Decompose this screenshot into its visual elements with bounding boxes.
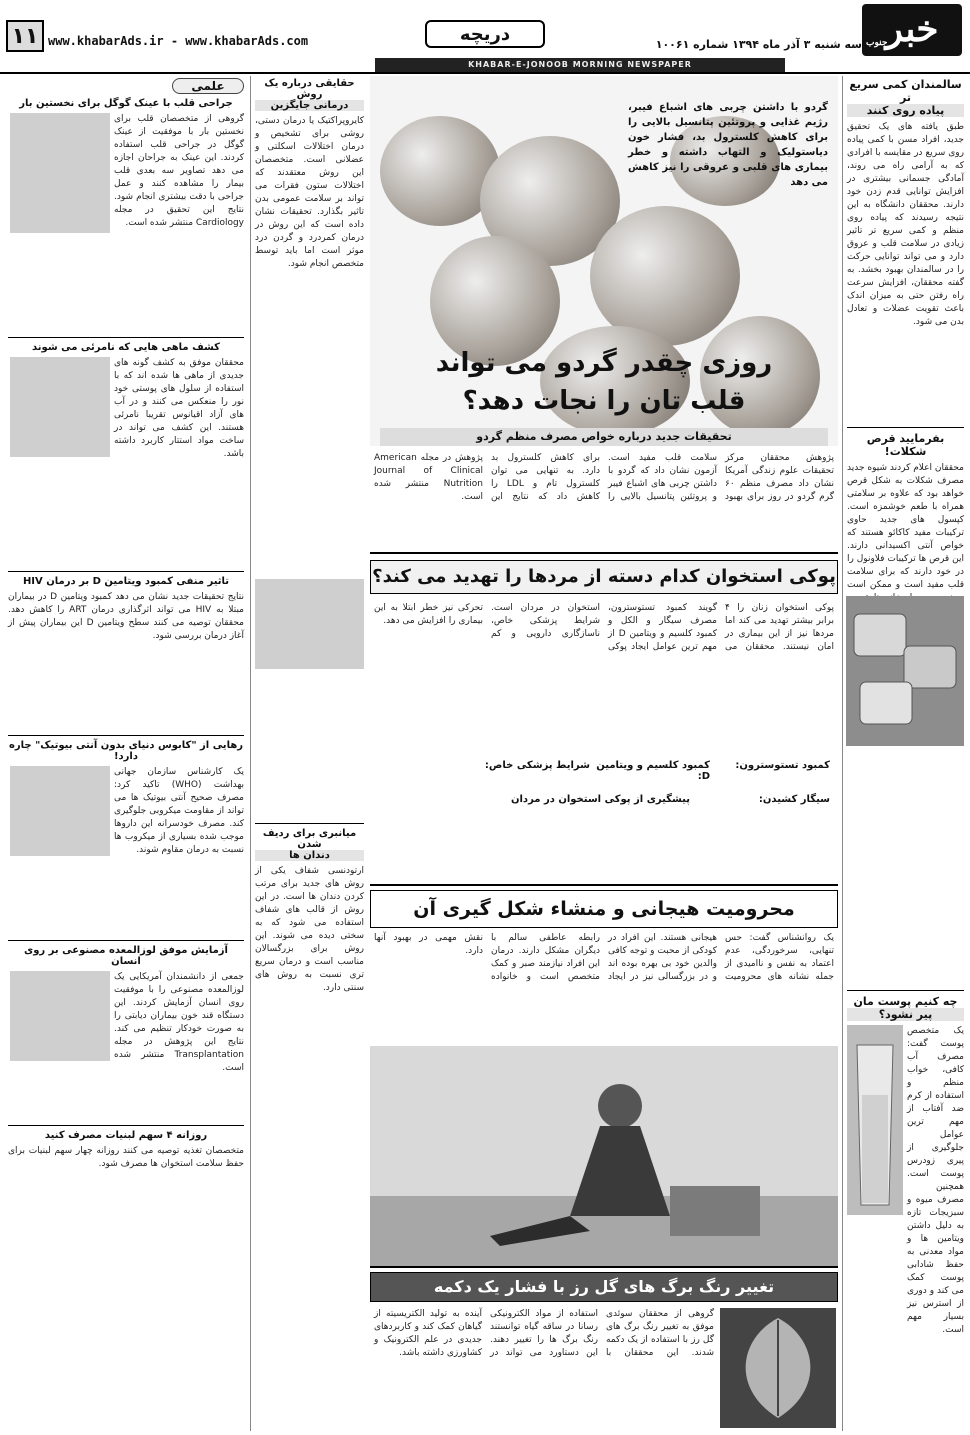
article-body: نتایج تحقیقات جدید نشان می دهد کمبود ویتامین D در بیماران مبتلا به HIV می تواند اثرگذاری درمان ART را کاهش دهد. محققان توصیه می کنند سطح ویتامین D این بیماران پیش از آغاز درمان بررسی شود. <box>8 592 244 641</box>
article-title: میانبری برای ردیف شدن <box>255 823 364 850</box>
article-title: حقایقی درباره یک روش <box>264 78 355 100</box>
dateline: سه شنبه ۳ آذر ماه ۱۳۹۴ شماره ۱۰۰۶۱ <box>655 38 862 51</box>
article-body: یک روانشناس گفت: حس تنهایی، سرخوردگی، عدم اعتماد به نفس و ناامیدی از جمله نشانه های محرومیت هیجانی هستند. این افراد در کودکی از محبت و توجه کافی والدین خود بی بهره بوده اند و در بزرگسالی نیز در ایجاد رابطه عاطفی سالم با دیگران مشکل دارند. درمان این افراد نیازمند صبر و کمک متخصص است و خانواده نقش مهمی در بهبود آنها دارد. <box>374 933 834 982</box>
subsection-title: پیشگیری از پوکی استخوان در مردان <box>510 794 690 805</box>
article-title: درمانی جایگزین <box>255 100 364 111</box>
website-link[interactable]: www.khabarAds.ir - www.khabarAds.com <box>48 34 309 48</box>
article-body: یک کارشناس سازمان جهانی بهداشت (WHO) تاکید کرد: مصرف صحیح آنتی بیوتیک ها می تواند از مقاومت میکروبی جلوگیری کند. مصرف خودسرانه این داروها موجب شده بسیاری از میکروب ها نسبت به درمان مقاوم شوند. <box>114 767 244 855</box>
left-column <box>4 76 248 1431</box>
article-body: کایروپراکتیک یا درمان دستی، روشی برای تشخیص و درمان اختلالات اسکلتی و عضلانی است. متخصصان این روش معتقدند که اختلالات ستون فقرات می تواند بر سلامت عمومی بدن تاثیر بگذارد. تحقیقات نشان داده است که این روش در درمان کمردرد و گردن درد موثر است اما باید توسط متخصص انجام شود. <box>255 116 364 269</box>
right-column <box>842 76 968 1431</box>
pancreas-photo-icon <box>10 971 110 1061</box>
subsection-title: کمبود تستوسترون: <box>735 760 830 771</box>
subsection-title: کمبود کلسیم و ویتامین D: <box>596 760 710 782</box>
sad-man-photo-icon <box>370 1046 838 1266</box>
leaf-article <box>370 1266 838 1431</box>
article-title: دندان ها <box>255 850 364 861</box>
article-body: محققان اعلام کردند شیوه جدید مصرف شکلات به شکل قرص خواهد بود که علاوه بر سلامتی همراه با طعم خوشمزه است. کپسول های جدید حاوی ترکیبات مفید کاکائو هستند که خواص آنتی اکسیدانی دارند. این قرص ها ترکیبات فلاونول را در خود دارند که برای سلامت قلب مفید است و ممکن است <box>847 463 964 590</box>
article-body: طبق یافته های یک تحقیق جدید، افراد مسن با کمی پیاده روی سریع در مقایسه با افرادی که به آرامی راه می روند، آمادگی جسمانی بیشتری در افزایش توانایی قدم زدن خود دارند. محققان دانشگاه به این نتیجه رسیدند که پیاده روی منظم و کمی سریع تر تاثیر زیادی در سلامت قلب و عروق دارد و می تواند توانایی حرکت را در سالمندان بهبود بخشد. به گفته محققان، افزایش سرعت راه رفتن حتی به میزان اندک باعث تقویت عضلات و تعادل بدن می شود. <box>847 122 964 327</box>
article-body: جمعی از دانشمندان آمریکایی یک لوزالمعده مصنوعی را با موفقیت روی انسان آزمایش کردند. این دستگاه قند خون بیماران دیابتی را به صورت خودکار تنظیم می کند. نتایج این پژوهش در مجله Transplantation منتشر شده است. <box>114 972 244 1073</box>
tagline: KHABAR-E-JONOOB MORNING NEWSPAPER <box>375 58 785 72</box>
newspaper-logo-icon <box>862 4 962 56</box>
article-title: پیاده روی کنند <box>847 104 964 117</box>
article-title: پیر نشود؟ <box>847 1008 964 1021</box>
article-body: یک متخصص پوست گفت: مصرف آب کافی، خواب منظم و استفاده از کرم ضد آفتاب از مهم ترین عوامل جلوگیری از پیری زودرس پوست است. همچنین مصرف میوه و سبزیجات تازه به دلیل داشتن ویتامین ها و مواد معدنی به حفظ شادابی پوست کمک می کند و دوری از استرس نیز بسیار مهم است. <box>907 1026 964 1335</box>
fish-photo-icon <box>10 357 110 457</box>
article-body: پوکی استخوان زنان را ۴ برابر بیشتر تهدید می کند اما مردها نیز از این بیماری در امان نیستند. محققان می گویند کمبود تستوسترون، مصرف سیگار و الکل و کمبود کلسیم و ویتامین D از مهم ترین عوامل ایجاد پوکی استخوان در مردان است. شرایط پزشکی خاص، ناسازگاری دارویی و کم تحرکی نیز خطر ابتلا به این بیماری را افزایش می دهد. <box>374 603 834 652</box>
deprivation-article <box>370 884 838 1264</box>
rose-leaf-photo-icon <box>720 1308 836 1428</box>
article-headline: روزی چقدر گردو می تواند <box>435 348 773 378</box>
article-headline: محرومیت هیجانی و منشاء شکل گیری آن <box>370 890 838 928</box>
page-number: ۱۱ <box>6 20 44 52</box>
section-tag: علمی <box>172 78 244 94</box>
article-title: بفرمایید قرص شکلات! <box>847 427 964 458</box>
article-subhead: تحقیقات جدید درباره خواص مصرف منظم گردو <box>380 428 828 446</box>
article-title: تاثیر منفی کمبود ویتامین D بر درمان HIV <box>8 571 244 587</box>
article-intro: گردو با داشتن چربی های اشباع فیبر، رژیم غذایی و پروتئین پتانسیل بالایی را برای کاهش کلسترول بد، فشار خون دیاستولیک و التهاب داشته و خطر بیماری های قلبی و عروقی را نیز کاهش می دهد <box>628 102 828 188</box>
article-continuation <box>255 673 364 823</box>
article-title: چه کنیم پوست مان <box>847 990 964 1008</box>
massage-photo-icon <box>255 579 364 669</box>
bone-article <box>370 552 838 882</box>
article-title: آزمایش موفق لوزالمعده مصنوعی بر روی انسان <box>8 940 244 967</box>
chocolate-candy-icon <box>846 596 964 746</box>
article-body: پژوهش محققان مرکز تحقیقات علوم زندگی آمریکا نشان داد مصرف منظم ۶۰ گرم گردو در روز برای بهبود سلامت قلب مفید است. آزمون نشان داد که گردو با داشتن چربی های اشباع فیبر و پروتئین پتانسیل بالایی را برای کاهش کلسترول بد دارد. به تنهایی می توان کلسترول تام و LDL را کاهش داد که نتایج این پژوهش در مجله American Journal of Clinical Nutrition منتشر شده است. <box>374 453 834 502</box>
middle-column <box>250 76 368 1431</box>
article-body: گروهی از متخصصان قلب برای نخستین بار با موفقیت از عینک گوگل در جراحی قلب استفاده کردند. این عینک به جراحان اجازه می دهد تصاویر سه بعدی قلب بیمار را مشاهده کنند و عمل جراحی با دقت بیشتری انجام شود. نتایج این تحقیق در مجله Cardiology منتشر شده است. <box>114 114 244 228</box>
article-title: رهایی از "کابوس دنیای بدون آنتی بیوتیک" چاره دارد! <box>8 735 244 762</box>
subsection-title: سیگار کشیدن: <box>758 794 830 805</box>
article-body: ارتودنسی شفاف یکی از روش های جدید برای مرتب کردن دندان ها است. در این روش از قالب های شفاف استفاده می شود که به سختی دیده می شوند. این روش برای بزرگسالان مناسب است و درمان سریع تری نسبت به روش های سنتی دارد. <box>255 866 364 993</box>
article-body: محققان موفق به کشف گونه های جدیدی از ماهی ها شده اند که با استفاده از سلول های پوستی خود نور را منعکس می کنند و در آب های آزاد اقیانوس تقریبا نامرئی هستند. این کشف می تواند در ساخت مواد استتار کاربرد داشته باشد. <box>114 358 244 459</box>
article-body: متخصصان تغذیه توصیه می کنند روزانه چهار سهم لبنیات برای حفظ سلامت استخوان ها مصرف شود. <box>8 1146 244 1169</box>
article-title: سالمندان کمی سریع تر <box>849 78 962 104</box>
subsection-title: شرایط پزشکی خاص: <box>484 760 590 771</box>
header-divider <box>0 72 970 74</box>
article-body: گروهی از محققان سوئدی موفق به تغییر رنگ برگ های گل رز با استفاده از یک دکمه شدند. این محققان با استفاده از مواد الکترونیکی رسانا در ساقه گیاه توانستند رنگ برگ ها را تغییر دهند. این دستاورد می تواند در آینده به تولید الکتریسیته از گیاهان کمک کند و کاربردهای جدیدی در علم الکترونیک و کشاورزی داشته باشد. <box>374 1309 714 1358</box>
article-headline: پوکی استخوان کدام دسته از مردها را تهدید می کند؟ <box>370 560 838 594</box>
surgeon-photo-icon <box>10 113 110 233</box>
water-glass-icon <box>847 1025 903 1215</box>
logo-sub: جنوب <box>866 38 888 48</box>
pills-photo-icon <box>10 766 110 856</box>
walnut-article <box>370 76 838 546</box>
section-rubric: دریچه <box>425 20 545 48</box>
article-headline: تغییر رنگ برگ های گل رز با فشار یک دکمه <box>370 1272 838 1302</box>
logo-text: خبر <box>885 8 939 50</box>
masthead <box>0 0 970 69</box>
article-title: جراحی قلب با عینک گوگل برای نخستین بار <box>19 98 233 109</box>
article-title: کشف ماهی هایی که نامرئی می شوند <box>8 337 244 353</box>
article-title: روزانه ۴ سهم لبنیات مصرف کنید <box>8 1125 244 1141</box>
article-headline: قلب تان را نجات دهد؟ <box>462 386 746 416</box>
article-continuation <box>847 750 964 990</box>
